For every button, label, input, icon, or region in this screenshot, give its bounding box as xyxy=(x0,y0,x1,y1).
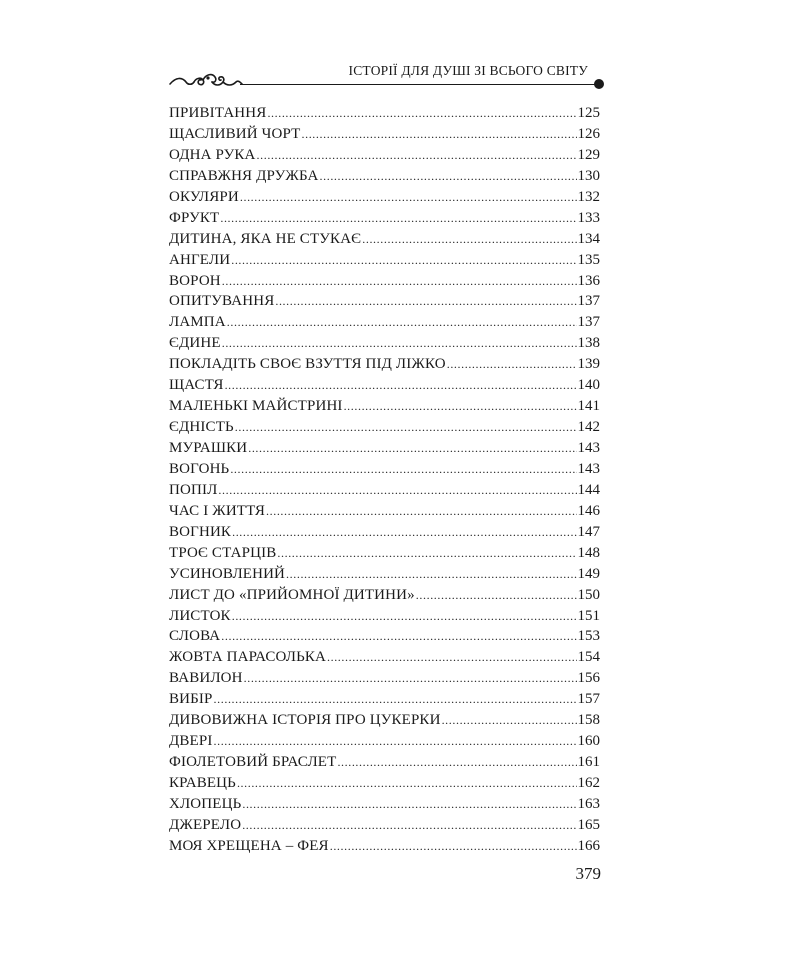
toc-entry-page: 137 xyxy=(577,314,600,331)
dot-leader xyxy=(242,794,576,815)
toc-entry-page: 161 xyxy=(577,754,600,771)
toc-entry xyxy=(169,606,600,627)
dot-leader xyxy=(302,124,577,145)
toc-entry-title: ФРУКТ xyxy=(169,209,220,226)
toc-entry-title: ОДНА РУКА xyxy=(169,146,256,163)
toc-entry-title: ДИТИНА, ЯКА НЕ СТУКАЄ xyxy=(169,230,362,247)
toc-entry-title: ПРИВІТАННЯ xyxy=(169,105,267,121)
dot-leader xyxy=(275,291,576,312)
toc-entry-page: 150 xyxy=(577,586,600,603)
toc-entry xyxy=(169,312,600,333)
dot-leader xyxy=(330,836,577,857)
dot-leader xyxy=(327,647,577,668)
dot-leader xyxy=(267,103,576,124)
toc-entry xyxy=(169,103,600,124)
toc-entry-page: 126 xyxy=(577,125,600,142)
toc-entry-title: СЛОВА xyxy=(169,628,221,645)
dot-leader xyxy=(240,187,577,208)
toc-entry xyxy=(169,815,600,836)
toc-entry-page: 138 xyxy=(577,335,600,352)
dot-leader xyxy=(227,312,577,333)
dot-leader xyxy=(231,250,576,271)
toc-entry-title: АНГЕЛИ xyxy=(169,251,231,268)
toc-entry-page: 163 xyxy=(577,795,600,812)
header-dot xyxy=(594,79,604,89)
toc-entry xyxy=(169,417,600,438)
header-rule xyxy=(240,84,598,85)
dot-leader xyxy=(244,668,577,689)
dot-leader xyxy=(248,438,576,459)
dot-leader xyxy=(344,396,577,417)
toc-entry-title: ЛАМПА xyxy=(169,314,226,331)
running-header-title: ІСТОРІЇ ДЛЯ ДУШІ ЗІ ВСЬОГО СВІТУ xyxy=(348,63,588,78)
toc-entry xyxy=(169,668,600,689)
dot-leader xyxy=(222,271,577,292)
dot-leader xyxy=(232,522,576,543)
dot-leader xyxy=(230,459,576,480)
dot-leader xyxy=(225,375,577,396)
toc-entry-page: 156 xyxy=(577,670,600,687)
dot-leader xyxy=(218,480,576,501)
toc-entry xyxy=(169,773,600,794)
toc-entry-page: 158 xyxy=(577,712,600,729)
toc-entry xyxy=(169,208,600,229)
toc-entry-page: 147 xyxy=(577,523,600,540)
toc-entry-page: 139 xyxy=(577,356,600,373)
toc-entry xyxy=(169,166,600,187)
table-of-contents xyxy=(169,103,600,857)
toc-entry-page: 132 xyxy=(577,188,600,205)
toc-entry-page: 134 xyxy=(577,230,600,247)
toc-entry xyxy=(169,836,600,857)
running-header xyxy=(168,62,604,96)
toc-entry xyxy=(169,271,600,292)
dot-leader xyxy=(362,229,576,250)
toc-entry-title: КРАВЕЦЬ xyxy=(169,775,236,791)
dot-leader xyxy=(222,333,577,354)
dot-leader xyxy=(442,710,577,731)
toc-entry-title: ПОПІЛ xyxy=(169,481,218,498)
toc-entry-title: ЩАСТЯ xyxy=(169,377,224,394)
toc-entry-page: 166 xyxy=(577,837,600,854)
toc-entry xyxy=(169,229,600,250)
toc-entry-title: ЛИСТОК xyxy=(169,607,231,624)
toc-entry-page: 160 xyxy=(577,733,600,750)
dot-leader xyxy=(266,501,576,522)
toc-entry-title: ЧАС І ЖИТТЯ xyxy=(169,502,266,519)
toc-entry-page: 125 xyxy=(577,105,600,121)
dot-leader xyxy=(237,773,577,794)
toc-entry-page: 162 xyxy=(577,775,600,791)
toc-entry xyxy=(169,626,600,647)
toc-entry-page: 148 xyxy=(577,544,600,561)
toc-entry-title: МОЯ ХРЕЩЕНА – ФЕЯ xyxy=(169,837,329,854)
toc-entry xyxy=(169,291,600,312)
toc-entry-page: 136 xyxy=(577,272,600,289)
toc-entry-page: 154 xyxy=(577,649,600,666)
dot-leader xyxy=(221,626,576,647)
toc-entry xyxy=(169,585,600,606)
toc-entry-page: 133 xyxy=(577,209,600,226)
dot-leader xyxy=(447,354,577,375)
toc-entry xyxy=(169,124,600,145)
dot-leader xyxy=(416,585,577,606)
flourish-ornament-icon xyxy=(168,68,244,92)
toc-entry-title: ДВЕРІ xyxy=(169,733,213,750)
toc-entry-title: ПОКЛАДІТЬ СВОЄ ВЗУТТЯ ПІД ЛІЖКО xyxy=(169,356,446,373)
toc-entry xyxy=(169,187,600,208)
toc-entry-page: 129 xyxy=(577,146,600,163)
toc-entry-page: 144 xyxy=(577,481,600,498)
toc-entry xyxy=(169,647,600,668)
toc-entry-title: ОПИТУВАННЯ xyxy=(169,293,275,310)
toc-entry-page: 146 xyxy=(577,502,600,519)
page-number: 379 xyxy=(575,864,601,883)
dot-leader xyxy=(286,564,576,585)
toc-entry xyxy=(169,752,600,773)
toc-entry-page: 153 xyxy=(577,628,600,645)
dot-leader xyxy=(277,543,576,564)
toc-entry xyxy=(169,333,600,354)
toc-entry-page: 142 xyxy=(577,419,600,436)
toc-entry xyxy=(169,522,600,543)
toc-entry-page: 130 xyxy=(577,167,600,184)
toc-entry xyxy=(169,459,600,480)
toc-entry xyxy=(169,501,600,522)
toc-entry xyxy=(169,396,600,417)
dot-leader xyxy=(337,752,576,773)
toc-entry-page: 137 xyxy=(577,293,600,310)
toc-entry xyxy=(169,438,600,459)
toc-entry-page: 151 xyxy=(577,607,600,624)
toc-entry-title: ВИБІР xyxy=(169,691,213,708)
toc-entry-page: 143 xyxy=(577,440,600,456)
toc-entry-page: 140 xyxy=(577,377,600,394)
toc-entry-title: МУРАШКИ xyxy=(169,440,248,456)
toc-entry-title: ХЛОПЕЦЬ xyxy=(169,795,242,812)
toc-entry-title: ЖОВТА ПАРАСОЛЬКА xyxy=(169,649,326,666)
dot-leader xyxy=(235,417,577,438)
toc-entry-page: 141 xyxy=(577,398,600,415)
toc-entry-title: ЄДНІСТЬ xyxy=(169,419,234,436)
toc-entry xyxy=(169,543,600,564)
dot-leader xyxy=(220,208,576,229)
toc-entry-title: СПРАВЖНЯ ДРУЖБА xyxy=(169,167,319,184)
dot-leader xyxy=(320,166,577,187)
dot-leader xyxy=(257,145,577,166)
toc-entry xyxy=(169,689,600,710)
toc-entry-title: УСИНОВЛЕНИЙ xyxy=(169,565,286,582)
toc-entry-page: 149 xyxy=(577,565,600,582)
toc-entry xyxy=(169,354,600,375)
toc-entry-page: 157 xyxy=(577,691,600,708)
toc-entry-page: 143 xyxy=(577,460,600,477)
toc-entry xyxy=(169,564,600,585)
toc-entry xyxy=(169,731,600,752)
toc-entry-title: ВАВИЛОН xyxy=(169,670,243,687)
toc-entry xyxy=(169,145,600,166)
toc-entry-title: ТРОЄ СТАРЦІВ xyxy=(169,544,277,561)
toc-entry-title: ДЖЕРЕЛО xyxy=(169,816,242,833)
dot-leader xyxy=(214,689,577,710)
toc-entry-title: ОКУЛЯРИ xyxy=(169,188,239,205)
toc-entry-title: ФІОЛЕТОВИЙ БРАСЛЕТ xyxy=(169,754,337,771)
toc-entry-title: ЄДИНЕ xyxy=(169,335,221,352)
toc-entry-title: ВОГОНЬ xyxy=(169,460,230,477)
toc-entry xyxy=(169,710,600,731)
toc-entry xyxy=(169,794,600,815)
toc-entry-title: МАЛЕНЬКІ МАЙСТРИНІ xyxy=(169,398,343,415)
toc-entry xyxy=(169,250,600,271)
dot-leader xyxy=(242,815,576,836)
toc-entry-page: 165 xyxy=(577,816,600,833)
dot-leader xyxy=(232,606,577,627)
toc-entry-title: ДИВОВИЖНА ІСТОРІЯ ПРО ЦУКЕРКИ xyxy=(169,712,441,729)
toc-entry-title: ЛИСТ ДО «ПРИЙОМНОЇ ДИТИНИ» xyxy=(169,586,415,603)
toc-entry-title: ВОГНИК xyxy=(169,523,232,540)
toc-entry xyxy=(169,480,600,501)
toc-entry-title: ЩАСЛИВИЙ ЧОРТ xyxy=(169,125,301,142)
dot-leader xyxy=(214,731,577,752)
toc-entry-title: ВОРОН xyxy=(169,272,221,289)
toc-entry xyxy=(169,375,600,396)
toc-entry-page: 135 xyxy=(577,251,600,268)
